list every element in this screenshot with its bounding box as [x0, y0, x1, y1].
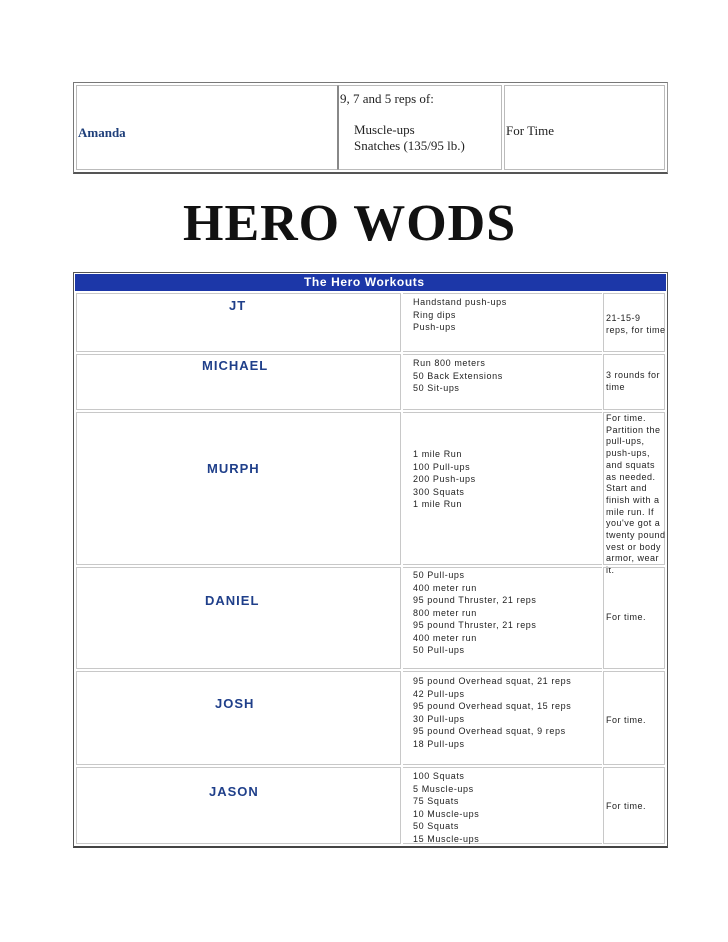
note-line: For time. [606, 413, 647, 423]
workout-name: MURPH [207, 461, 260, 476]
amanda-workout-type: For Time [506, 123, 555, 138]
exercise-item: 95 pound Thruster, 21 reps [413, 595, 537, 605]
note-line: Start and [606, 483, 648, 494]
table-row [75, 766, 666, 845]
name-cell [76, 767, 401, 844]
exercise-item: 30 Pull-ups [413, 713, 465, 724]
note-line: For time. [606, 612, 647, 622]
amanda-movements [354, 122, 465, 154]
workout-name: MICHAEL [202, 358, 269, 373]
exercise-item: Run 800 meters [413, 358, 486, 368]
note-line: you've got a [606, 518, 661, 529]
table-row [75, 566, 666, 670]
note-line: twenty pound [606, 530, 666, 541]
exercise-item: 50 Pull-ups [413, 645, 465, 655]
table-header-label: The Hero Workouts [304, 275, 425, 289]
exercise-list [413, 569, 537, 657]
note-line: pull-ups, [606, 436, 645, 447]
exercise-item: 95 pound Overhead squat, 21 reps [413, 676, 572, 686]
exercise-item: 800 meter run [413, 607, 477, 618]
exercise-item: 50 Pull-ups [413, 570, 465, 580]
note-line: it. [606, 565, 615, 576]
note-line: finish with a [606, 494, 660, 505]
amanda-movement: Snatches (135/95 lb.) [354, 138, 465, 153]
note-line: push-ups, [606, 448, 651, 459]
note-line: armor, wear [606, 553, 660, 564]
name-cell [76, 567, 401, 669]
exercise-item: 95 pound Overhead squat, 15 reps [413, 701, 572, 711]
exercise-item: 200 Push-ups [413, 474, 476, 484]
exercise-item: 100 Squats [413, 771, 465, 781]
table-row [75, 353, 666, 411]
workout-name: JT [229, 298, 247, 313]
exercise-item: 42 Pull-ups [413, 688, 465, 699]
note-line: Partition the [606, 424, 661, 435]
exercise-item: 300 Squats [413, 486, 465, 497]
workout-notes [606, 313, 672, 336]
workout-name: JASON [209, 784, 259, 799]
amanda-name: Amanda [78, 125, 126, 140]
workout-notes [606, 801, 672, 813]
table-header [75, 274, 666, 291]
amanda-table [73, 82, 668, 174]
workout-notes [606, 413, 672, 577]
hero-workouts-table [73, 272, 668, 848]
note-line: 21-15-9 [606, 313, 641, 323]
exercise-item: 400 meter run [413, 632, 477, 643]
exercise-item: Push-ups [413, 322, 456, 332]
name-cell [76, 671, 401, 765]
note-line: mile run. If [606, 506, 655, 517]
exercise-item: 400 meter run [413, 582, 477, 593]
note-line: and squats [606, 459, 656, 470]
exercise-list [413, 770, 479, 845]
exercise-item: Ring dips [413, 309, 456, 320]
exercise-list [413, 448, 476, 511]
exercise-item: 95 pound Thruster, 21 reps [413, 620, 537, 630]
table-row [75, 670, 666, 766]
exercise-item: 1 mile Run [413, 449, 463, 459]
note-line: as needed. [606, 471, 656, 482]
workout-name: DANIEL [205, 593, 260, 608]
note-line: For time. [606, 715, 647, 725]
exercise-list [413, 296, 507, 334]
table-row [75, 292, 666, 353]
workout-name: JOSH [215, 696, 255, 711]
exercise-item: 95 pound Overhead squat, 9 reps [413, 726, 566, 736]
exercise-item: 10 Muscle-ups [413, 808, 480, 819]
exercise-list [413, 675, 571, 750]
amanda-rep-scheme: 9, 7 and 5 reps of: [340, 91, 434, 106]
note-line: reps, for time [606, 324, 666, 335]
exercise-item: Handstand push-ups [413, 297, 507, 307]
exercise-item: 75 Squats [413, 796, 459, 806]
exercise-list [413, 357, 503, 395]
page-title: HERO WODS [183, 195, 517, 252]
exercise-item: 50 Back Extensions [413, 370, 503, 381]
exercise-item: 5 Muscle-ups [413, 783, 474, 794]
note-line: 3 rounds for [606, 370, 661, 380]
note-line: time [606, 381, 626, 392]
workout-notes [606, 612, 672, 624]
workout-notes [606, 370, 672, 393]
exercise-item: 50 Squats [413, 821, 459, 831]
exercise-item: 18 Pull-ups [413, 738, 465, 749]
exercise-item: 50 Sit-ups [413, 383, 460, 393]
exercise-item: 1 mile Run [413, 499, 463, 509]
amanda-movement: Muscle-ups [354, 122, 415, 137]
exercise-item: 100 Pull-ups [413, 461, 471, 472]
note-line: vest or body [606, 541, 662, 552]
workout-notes [606, 715, 672, 727]
name-cell [76, 412, 401, 565]
exercise-item: 15 Muscle-ups [413, 833, 480, 844]
note-line: For time. [606, 801, 647, 811]
